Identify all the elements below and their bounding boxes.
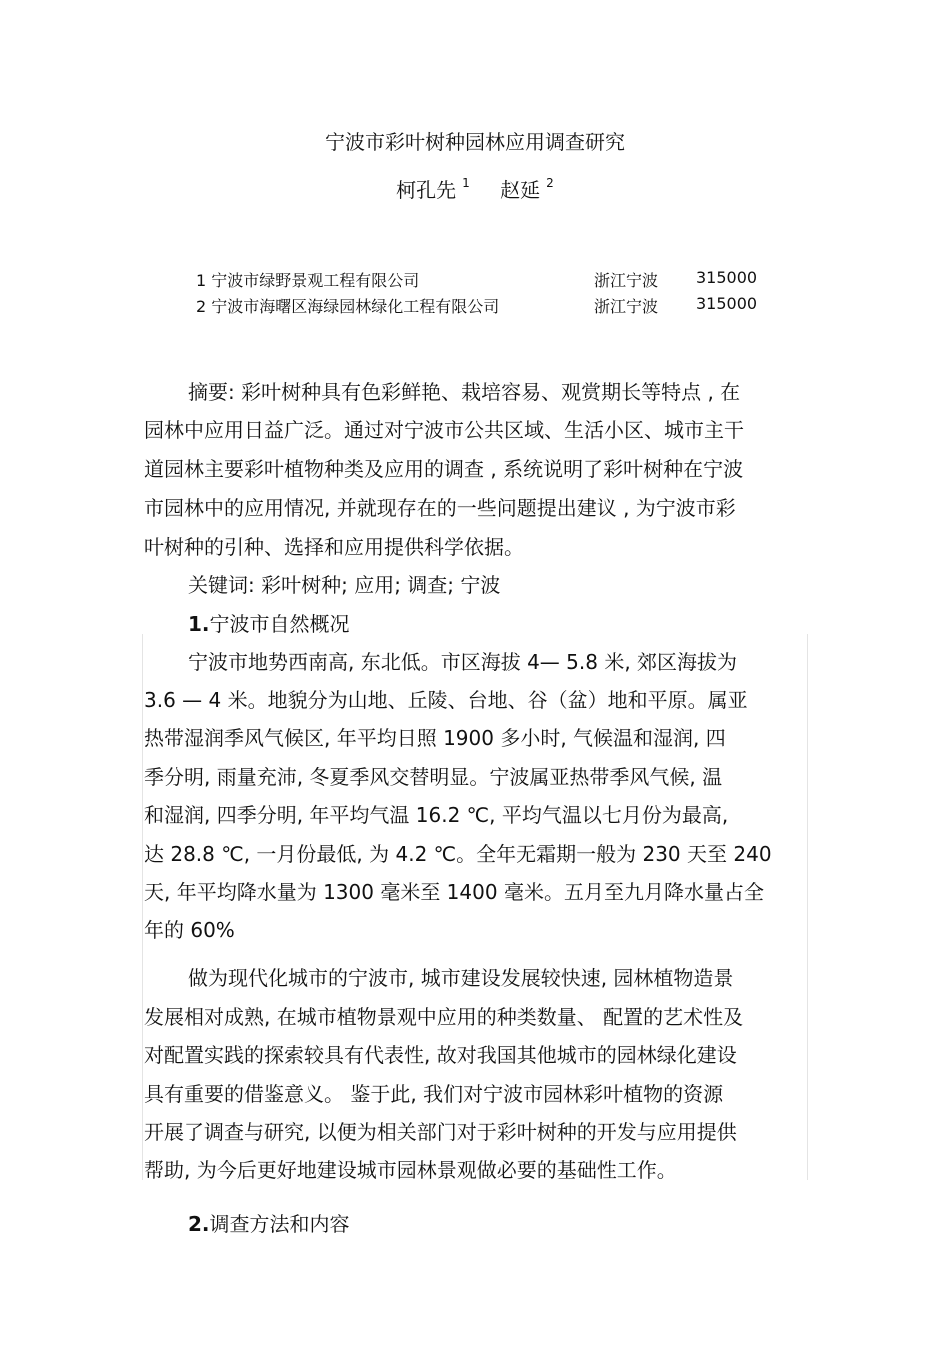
- paper-title: 宁波市彩叶树种园林应用调查研究: [325, 130, 625, 154]
- section-number: 1.: [188, 612, 210, 636]
- author-name: 赵延: [500, 178, 541, 202]
- affiliation-2-zip: 315000: [696, 294, 758, 313]
- paragraph-line: 年的 60%: [144, 918, 235, 942]
- affiliation-1: 1 宁波市绿野景观工程有限公司: [196, 271, 420, 290]
- abstract-line: 道园林主要彩叶植物种类及应用的调查 , 系统说明了彩叶树种在宁波: [144, 457, 744, 481]
- paragraph-line: 天, 年平均降水量为 1300 毫米至 1400 毫米。五月至九月降水量占全: [144, 880, 764, 904]
- paragraph-line: 对配置实践的探索较具有代表性, 故对我国其他城市的园林绿化建设: [144, 1043, 737, 1067]
- section-title: 调查方法和内容: [209, 1212, 350, 1236]
- keywords: 关键词: 彩叶树种; 应用; 调查; 宁波: [188, 573, 501, 597]
- paragraph-line: 和湿润, 四季分明, 年平均气温 16.2 ℃, 平均气温以七月份为最高,: [144, 803, 729, 827]
- affiliation-2: 2 宁波市海曙区海绿园林绿化工程有限公司: [196, 297, 500, 316]
- paragraph-line: 帮助, 为今后更好地建设城市园林景观做必要的基础性工作。: [144, 1158, 677, 1182]
- paragraph-line: 达 28.8 ℃, 一月份最低, 为 4.2 ℃。全年无霜期一般为 230 天至 240: [144, 842, 772, 866]
- paragraph-line: 季分明, 雨量充沛, 冬夏季风交替明显。宁波属亚热带季风气候, 温: [144, 765, 723, 789]
- abstract-line: 摘要: 彩叶树种具有色彩鲜艳、栽培容易、观赏期长等特点 , 在: [188, 380, 741, 404]
- paragraph-line: 3.6 — 4 米。地貌分为山地、丘陵、台地、谷（盆）地和平原。属亚: [144, 688, 748, 712]
- paragraph-line: 做为现代化城市的宁波市, 城市建设发展较快速, 园林植物造景: [188, 966, 734, 990]
- paragraph-line: 具有重要的借鉴意义。 鉴于此, 我们对宁波市园林彩叶植物的资源: [144, 1082, 724, 1106]
- author-name: 柯孔先: [396, 178, 457, 202]
- affiliation-1-zip: 315000: [696, 268, 758, 287]
- section-title: 宁波市自然概况: [209, 612, 350, 636]
- section-2-heading: [188, 1208, 350, 1237]
- section-number: 2.: [188, 1212, 210, 1236]
- author-affiliation-mark: 1: [462, 176, 470, 190]
- author-affiliation-mark: 2: [546, 176, 554, 190]
- section-1-heading: [188, 608, 350, 637]
- abstract-line: 叶树种的引种、选择和应用提供科学依据。: [144, 535, 524, 559]
- abstract-line: 市园林中的应用情况, 并就现存在的一些问题提出建议 , 为宁波市彩: [144, 496, 736, 520]
- paragraph-line: 开展了调查与研究, 以便为相关部门对于彩叶树种的开发与应用提供: [144, 1120, 737, 1144]
- paragraph-line: 发展相对成熟, 在城市植物景观中应用的种类数量、 配置的艺术性及: [144, 1005, 744, 1029]
- affiliation-1-place: 浙江宁波: [594, 271, 659, 290]
- affiliation-2-place: 浙江宁波: [594, 297, 659, 316]
- paragraph-line: 热带湿润季风气候区, 年平均日照 1900 多小时, 气候温和湿润, 四: [144, 726, 726, 750]
- abstract-line: 园林中应用日益广泛。通过对宁波市公共区域、生活小区、城市主干: [144, 418, 744, 442]
- author-line: [0, 174, 950, 203]
- paragraph-line: 宁波市地势西南高, 东北低。市区海拔 4— 5.8 米, 郊区海拔为: [188, 650, 738, 674]
